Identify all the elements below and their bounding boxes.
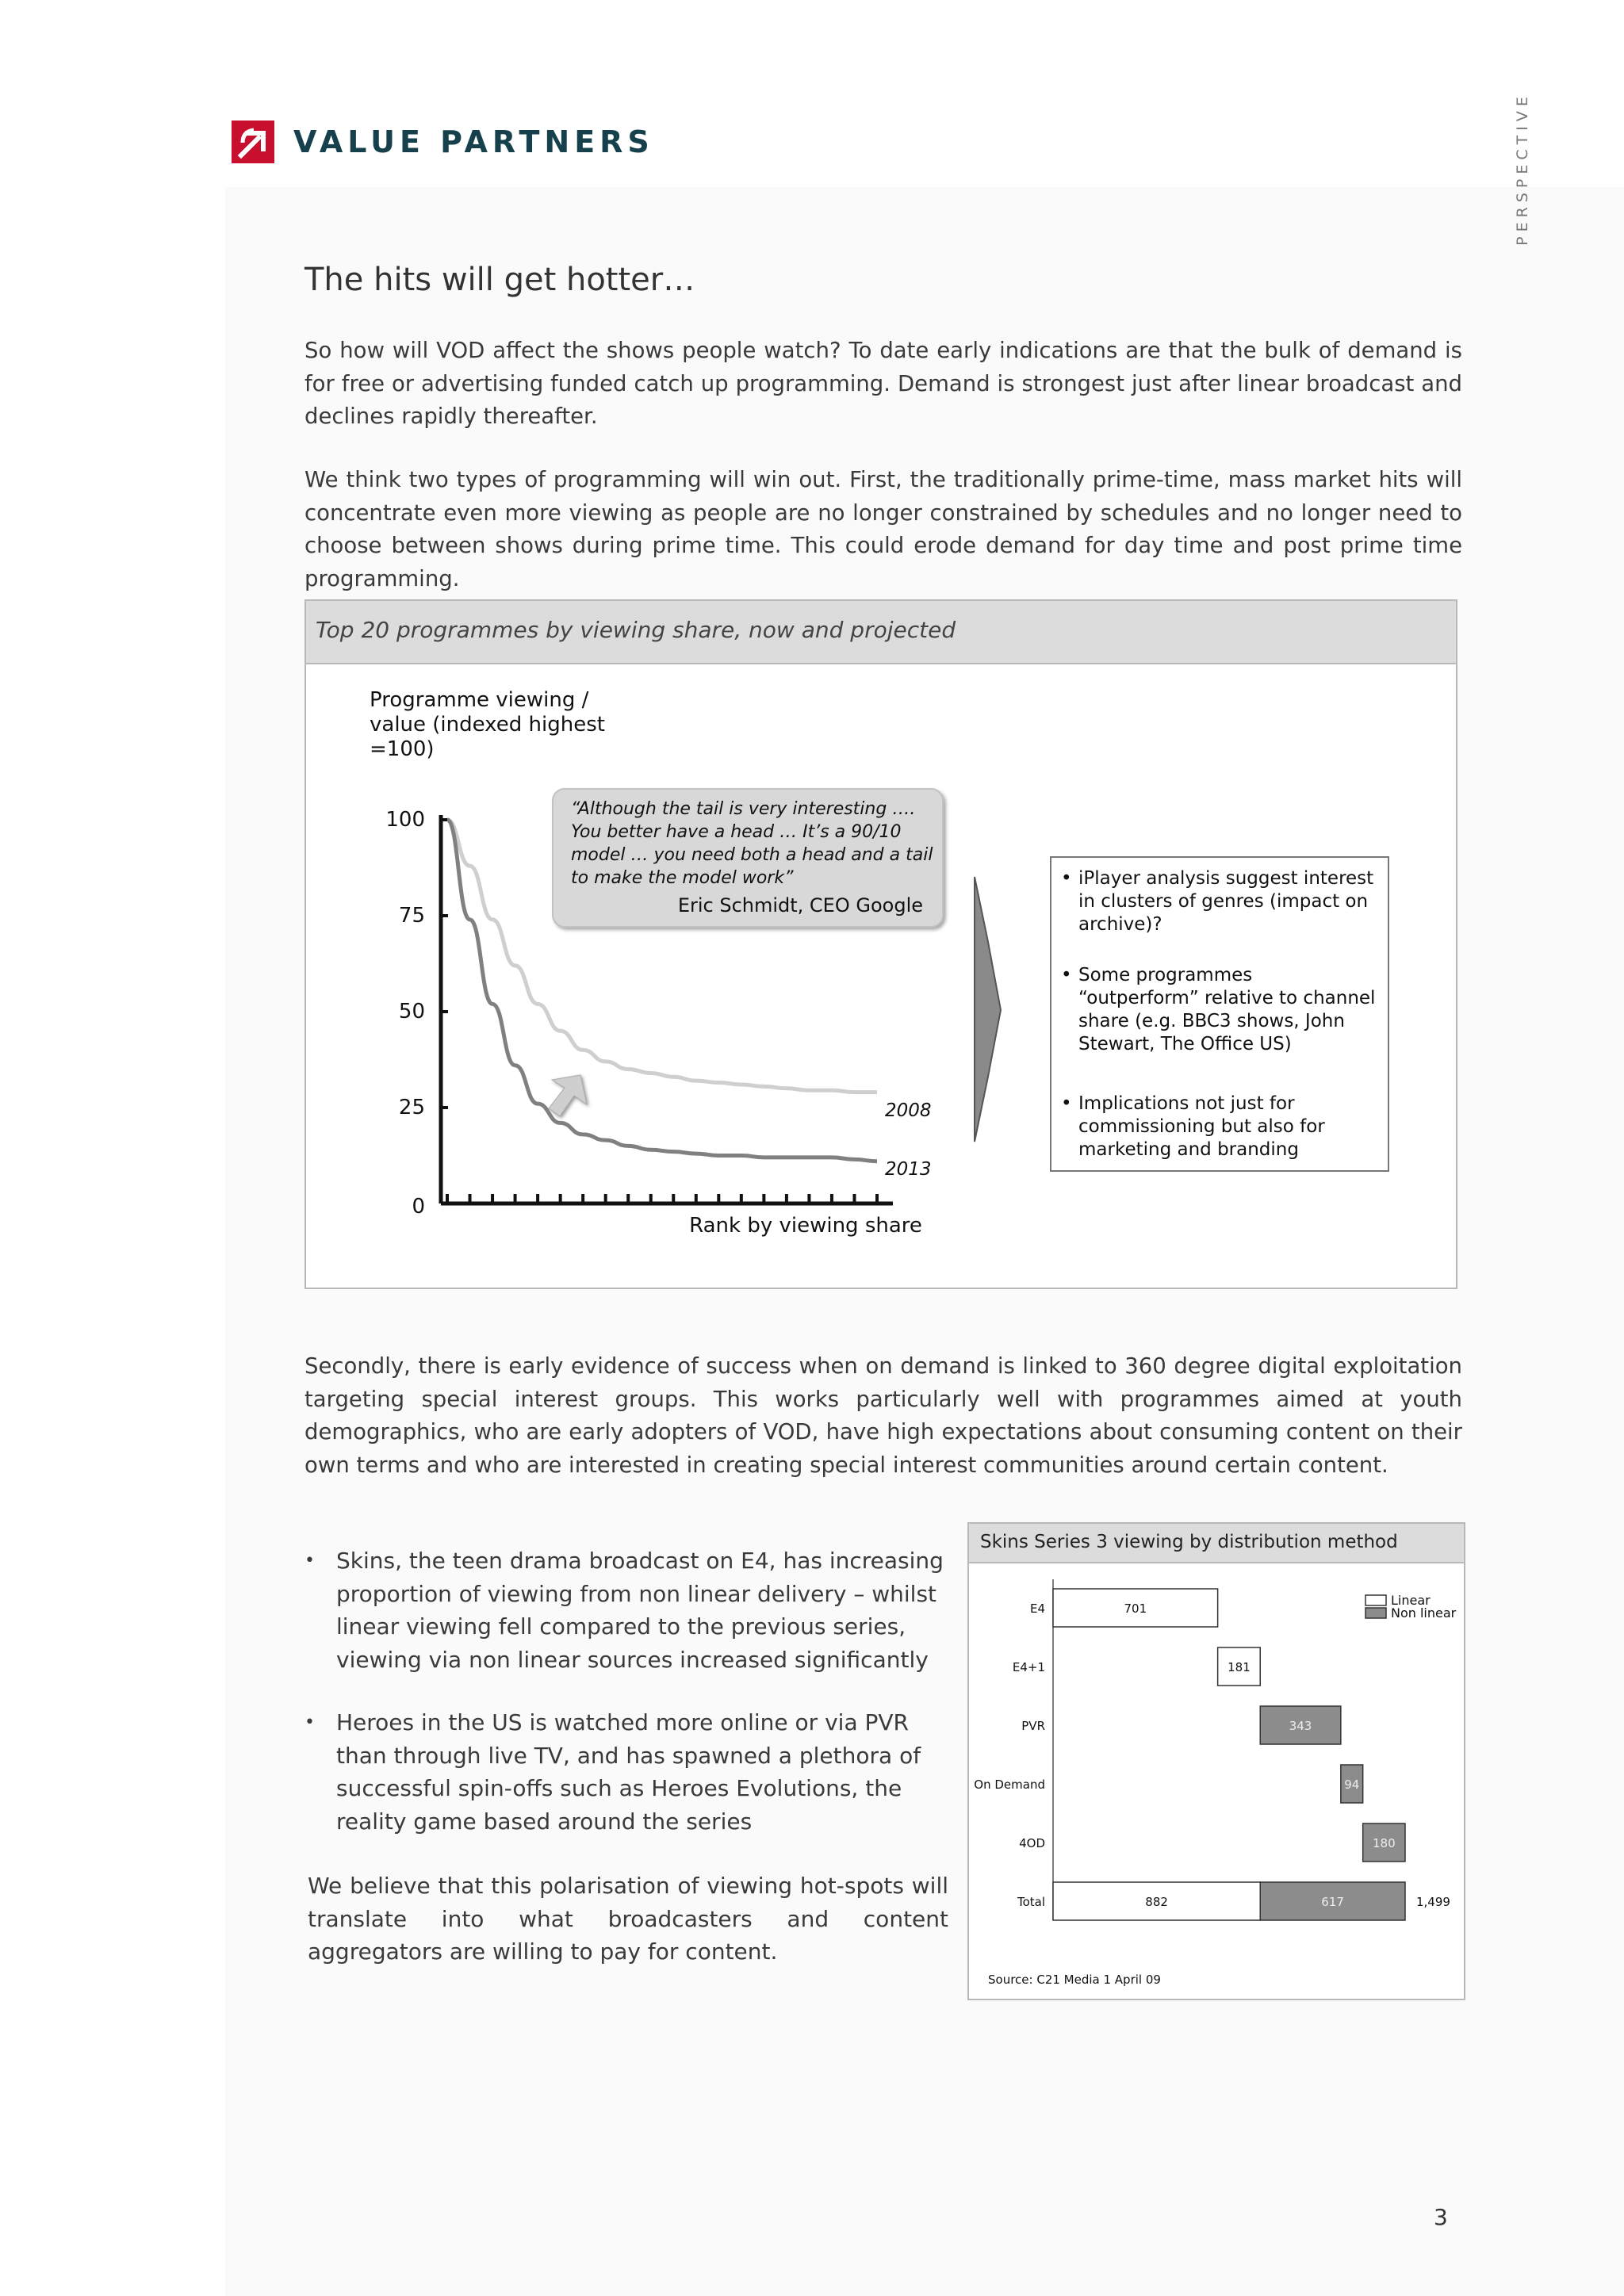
legend: [1365, 1593, 1457, 1621]
category-label: E4: [1029, 1601, 1045, 1616]
page-number: 3: [1434, 2204, 1448, 2230]
bar-value-label: 882: [1145, 1895, 1168, 1909]
figure2-title: Skins Series 3 viewing by distribution method: [980, 1532, 1398, 1552]
bar-value-label: 181: [1228, 1660, 1251, 1674]
y-tick-label: 75: [398, 904, 425, 928]
category-label: Total: [1017, 1895, 1045, 1909]
paragraph-2: We think two types of programming will win out. First, the traditionally prime-time, mass market hits will concentrate even more viewing as people are no longer constrained by schedules and no longer need to choose between shows during prime time. This could erode demand for day time and post prime time programming.: [304, 467, 1462, 591]
figure-long-tail: [304, 599, 1457, 1289]
bar-value-label: 617: [1321, 1895, 1344, 1909]
closing-paragraph: We believe that this polarisation of viewing hot-spots will translate into what broadcasters and content aggregators are willing to pay for content.: [308, 1873, 948, 1965]
category-label: On Demand: [974, 1777, 1045, 1792]
perspective-label: PERSPECTIVE: [1514, 92, 1531, 246]
waterfall-chart: [969, 1524, 1464, 1999]
note-item: • Implications not just for commissioning but also for marketing and branding: [1061, 1093, 1325, 1160]
x-axis-label: Rank by viewing share: [689, 1214, 922, 1238]
quote-text: “Although the tail is very interesting …. You better have a head … It’s a 90/10 model … you need both a head and a tail to make the model work”: [571, 799, 933, 888]
section-heading: The hits will get hotter…: [304, 262, 695, 298]
bar-value-label: 343: [1289, 1719, 1312, 1733]
logo-arrow-icon: [232, 121, 274, 163]
bar-value-label: 701: [1124, 1601, 1147, 1616]
paragraph-1: So how will VOD affect the shows people watch? To date early indications are that the bulk of demand is for free or advertising funded catch up programming. Demand is strongest just after linear broadcast and declines rapidly thereafter.: [304, 338, 1462, 429]
bar-value-label: 94: [1344, 1777, 1360, 1792]
brand-logo: [232, 121, 654, 163]
note-item: • Some programmes “outperform” relative to channel share (e.g. BBC3 shows, John Stewart, The Office US): [1061, 965, 1376, 1054]
bullet-item: • Heroes in the US is watched more online or via PVR than through live TV, and has spawned a plethora of successful spin-offs such as Heroes Evolutions, the reality game based around the series: [304, 1709, 921, 1835]
y-tick-label: 25: [398, 1096, 425, 1119]
y-tick-label: 100: [385, 808, 425, 832]
quote-author: Eric Schmidt, CEO Google: [677, 894, 923, 916]
category-label: 4OD: [1019, 1836, 1045, 1850]
series-label-2008: 2008: [885, 1100, 932, 1121]
y-tick-label: 50: [398, 1000, 425, 1024]
note-item: • iPlayer analysis suggest interest in clusters of genres (impact on archive)?: [1061, 868, 1374, 935]
legend-label-linear: Linear: [1391, 1593, 1431, 1608]
chart-source: Source: C21 Media 1 April 09: [988, 1973, 1161, 1987]
y-axis-label: Programme viewing / value (indexed highest =100): [370, 688, 605, 761]
notes-box: [1050, 856, 1389, 1172]
legend-swatch-linear: [1365, 1595, 1386, 1605]
legend-label-non-linear: Non linear: [1391, 1605, 1457, 1621]
brand-name: VALUE PARTNERS: [293, 124, 654, 159]
figure-title: Top 20 programmes by viewing share, now and projected: [316, 617, 956, 643]
paragraph-3: Secondly, there is early evidence of success when on demand is linked to 360 degree digital exploitation targeting special interest groups. This works particularly well with programmes aimed at youth demographics, who are early adopters of VOD, have high expectations about consuming content on their own terms and who are interested in creating special interest communities around certain content.: [304, 1353, 1462, 1478]
total-value-label: 1,499: [1416, 1895, 1450, 1909]
bar-value-label: 180: [1373, 1836, 1396, 1850]
category-label: PVR: [1021, 1719, 1045, 1733]
shift-arrow-icon: [549, 1075, 587, 1116]
chevron-arrow-icon-shape: [975, 877, 1001, 1142]
series-label-2013: 2013: [885, 1159, 932, 1180]
bullet-item: • Skins, the teen drama broadcast on E4, has increasing proportion of viewing from non linear delivery – whilst linear viewing fell compared to the previous series, viewing via non linear sources increased significantly: [304, 1548, 944, 1673]
category-label: E4+1: [1012, 1660, 1045, 1674]
legend-swatch-non-linear: [1365, 1608, 1386, 1618]
side-label: [1507, 94, 1538, 244]
figure-skins-viewing: [967, 1522, 1465, 2000]
quote-callout: [552, 788, 944, 928]
y-tick-label: 0: [412, 1195, 425, 1219]
